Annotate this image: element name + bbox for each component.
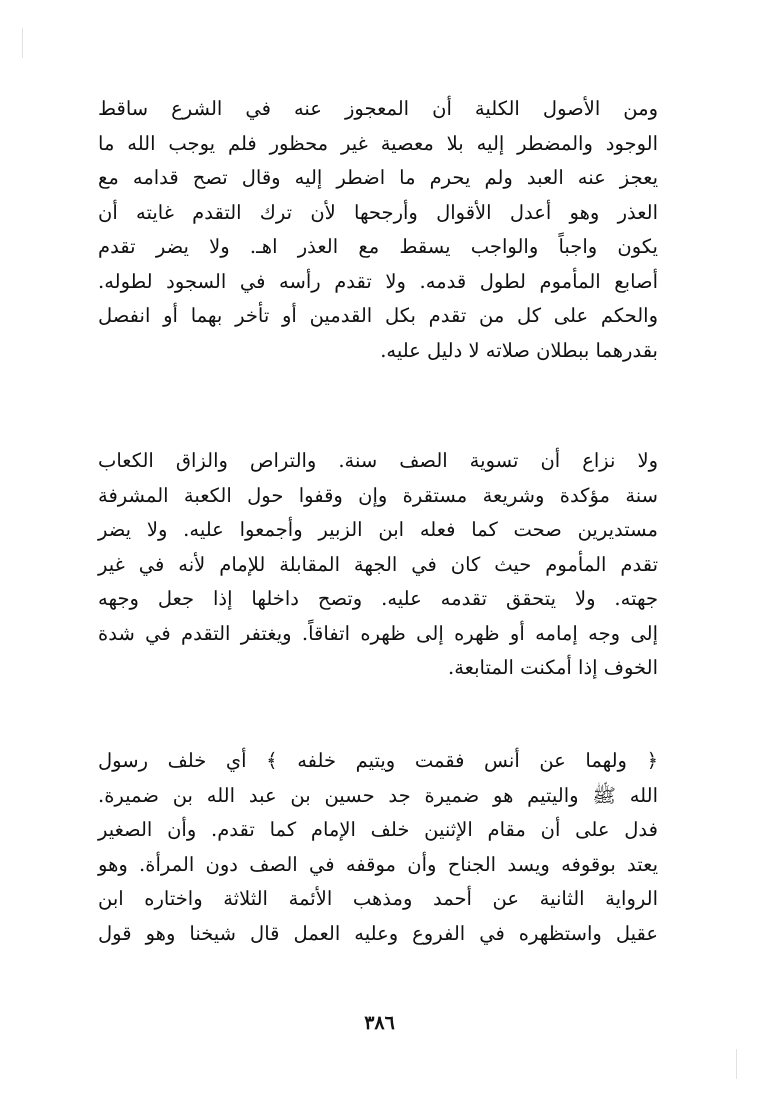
paragraph-2 [98, 444, 658, 686]
text-line: ومن الأصول الكلية أن المعجوز عنه في الشرع ساقط [98, 97, 658, 120]
text-line: عقيل واستظهره في الفروع وعليه العمل قال شيخنا وهو قول [98, 921, 658, 945]
text-line: العذر وهو أعدل الأقوال وأرجحها لأن ترك التقدم غايته أن [98, 200, 658, 224]
text-line: يعتد بوقوفه ويسد الجناح وأن موقفه في الصف دون المرأة. وهو [98, 852, 658, 876]
scan-edge-mark [736, 1049, 737, 1079]
text-line: الوجود والمضطر إليه بلا معصية غير محظور فلم يوجب الله ما [98, 131, 658, 155]
text-line: تقدم المأموم حيث كان في الجهة المقابلة للإمام لأنه في غير [98, 552, 658, 576]
text-line: والحكم على كل من تقدم بكل القدمين أو تأخر بهما أو انفصل [98, 304, 658, 327]
text-line: جهته. ولا يتحقق تقدمه عليه. وتصح داخلها إذا جعل وجهه [98, 587, 658, 610]
text-line: الخوف إذا أمكنت المتابعة. [448, 656, 658, 679]
paragraph-1 [98, 92, 658, 368]
text-line: أصابع المأموم لطول قدمه. ولا تقدم رأسه في السجود لطوله. [98, 269, 658, 293]
text-line: الرواية الثانية عن أحمد ومذهب الأئمة الثلاثة واختاره ابن [98, 887, 658, 910]
text-line: ولا نزاع أن تسوية الصف سنة. والتراص والزاق الكعاب [98, 449, 658, 472]
page-number: ٣٨٦ [364, 1012, 395, 1034]
text-line: سنة مؤكدة وشريعة مستقرة وإن وقفوا حول الكعبة المشرفة [98, 483, 658, 507]
text-line: ﴿ ولهما عن أنس فقمت ويتيم خلفه ﴾ أي خلف رسول [98, 749, 658, 772]
paragraph-3 [98, 744, 658, 951]
text-line: يعجز عنه العبد ولم يحرم ما اضطر إليه وقال تصح قدامه مع [98, 166, 658, 189]
text-line: مستديرين صحت كما فعله ابن الزبير وأجمعوا عليه. ولا يضر [98, 518, 658, 541]
text-line: بقدرهما ببطلان صلاته لا دليل عليه. [380, 338, 658, 362]
text-line: يكون واجباً والواجب يسقط مع العذر اهـ. ولا يضر تقدم [98, 235, 658, 258]
text-line: إلى وجه إمامه أو ظهره إلى ظهره اتفاقاً. ويغتفر التقدم في شدة [98, 621, 658, 645]
scan-edge-mark [22, 28, 23, 58]
text-line: الله ﷺ واليتيم هو ضميرة جد حسين بن عبد الله بن ضميرة. [98, 783, 658, 807]
text-line: فدل على أن مقام الإثنين خلف الإمام كما تقدم. وأن الصغير [98, 818, 658, 841]
